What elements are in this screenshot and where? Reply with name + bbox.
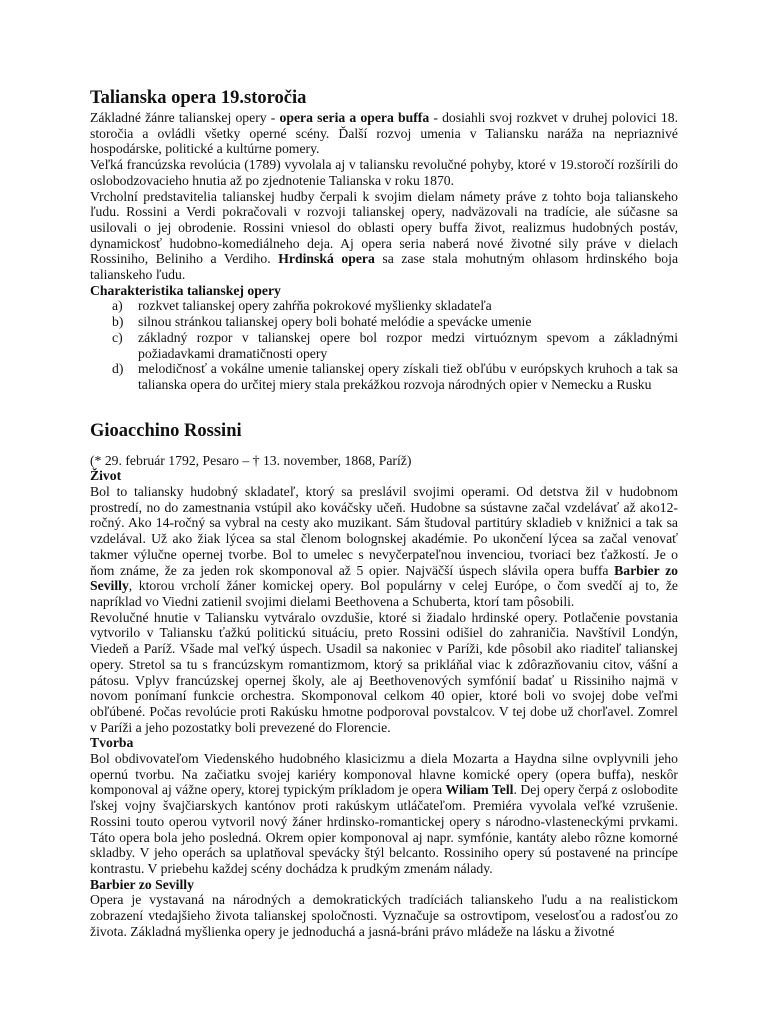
- text-span: , ktorou vrcholí žáner komickej opery. Bol populárny v celej Európe, o čom svedčí aj to, že napríklad vo Viedni zatienil svojimi dielami Beethovena a Schuberta, ktorí tam pôsobili.: [90, 578, 678, 609]
- bold-text: Barbier zo Sevilly: [90, 562, 678, 594]
- text-span: . Dej opery čerpá z oslobodite ľskej vojny švajčiarskych kantónov proti rakúskym utláčateľom. Premiéra vyvolala veľké vzrušenie. Rossini touto operou vytvoril nový žáner hrdinsko-romantickej opery s národno-vlasteneckými prvkami. Táto opera bola jeho posledná. Okrem opier komponoval aj napr. symfónie, kantáty alebo rôzne komorné skladby. V jeho operách sa uplatňoval spevácky štýl belcanto. Rossiniho opery sú postavené na princípe kontrastu. V priebehu každej scény dochádza k prudkým zmenám nálady.: [90, 782, 678, 876]
- list-marker: b): [112, 314, 124, 330]
- subheading-life: Život: [90, 468, 122, 484]
- document-page: [90, 82, 678, 939]
- bold-text: opera seria a opera buffa: [279, 110, 430, 125]
- paragraph-work: [90, 751, 678, 877]
- section-title: Talianska opera 19.storočia: [90, 88, 307, 108]
- list-marker: c): [112, 329, 123, 345]
- paragraph-opera-genres: [90, 110, 678, 157]
- life-dates: (* 29. február 1792, Pesaro – † 13. november, 1868, Paríž): [90, 452, 412, 468]
- list-item: [90, 330, 678, 361]
- bold-text: Wiliam Tell: [445, 782, 514, 798]
- list-item: [90, 314, 678, 330]
- list-item-text: rozkvet talianskej opery zahŕňa pokrokové myšlienky skladateľa: [138, 298, 492, 314]
- list-item-text: silnou stránkou talianskej opery boli bohaté melódie a spevácke umenie: [138, 314, 532, 330]
- list-item: [90, 298, 678, 314]
- paragraph-life-2: Revolučné hnutie v Taliansku vytváralo ovzdušie, ktoré si žiadalo hrdinské opery. Potlačenie povstania vytvorilo v Taliansku ťažkú politickú situáciu, preto Rossini odišiel do zahraničia. Navštívil Londýn, Viedeň a Paríž. Všade mal veľký úspech. Usadil sa nakoniec v Paríži, kde pôsobil ako riaditeľ talianskej opery. Stretol sa tu s francúzskym romantizmom, ktorý sa prikláňal viac k zdôrazňovaniu citov, vášní a pátosu. Vplyv francúzskej opernej školy, ale aj Beethovenových symfónií badať u Rissiniho najmä v novom ponímaní funkcie orchestra. Skomponoval celkom 40 opier, ktoré boli vo svojej dobe veľmi obľúbené. Počas revolúcie proti Rakúsku hmotne podporoval povstalcov. V tej dobe už chorľavel. Zomrel v Paríži a jeho pozostatky boli prevezené do Florencie.: [90, 609, 678, 735]
- characteristics-list: [90, 298, 678, 392]
- text-span: - dosiahli svoj rozkvet v druhej polovici 18. storočia a ovládli všetky operné scény. Ďalší rozvoj umenia v Taliansku naráža na nepriaznivé hospodárske, politické a kultúrne pomery.: [90, 110, 678, 157]
- spacer: [90, 442, 678, 453]
- text-span: Bol to taliansky hudobný skladateľ, ktorý sa preslávil svojimi operami. Od detstva žil v hudobnom prostredí, no do zamestnania vstúpil ako kováčsky učeň. Hudobne sa sústavne začal vzdelávať až ako12-ročný. Ako 14-ročný sa vybral na cesty ako muzikant. Sám študoval partitúry skladieb v knižnici a tak sa vzdelával. Už ako žiak lýcea sa stal členom bolognskej akadémie. Po ukončení lýcea sa začal venovať takmer výlučne opernej tvorbe. Bol to umelec s nevyčerpateľnou invenciou, tvoriaci bez ťažkostí. Je o ňom známe, že za jeden rok skomponoval až 5 opier. Najväčší úspech slávila opera buffa: [90, 484, 678, 578]
- subheading-barbier: Barbier zo Sevilly: [90, 876, 194, 892]
- subheading-characteristics: Charakteristika talianskej opery: [90, 282, 281, 298]
- paragraph-life-1: [90, 484, 678, 610]
- list-item-text: základný rozpor v talianskej opere bol rozpor medzi virtuóznym spevom a základnými požiadavkami dramatičnosti opery: [138, 329, 678, 361]
- text-span: Vrcholní predstavitelia talianskej hudby čerpali k svojim dielam námety práve z tohto boja talianskeho ľudu. Rossini a Verdi pokračovali v rozvoji talianskej opery, nadväzovali na tradície, ale súčasne sa usilovali o jej obrodenie. Rossini vniesol do oblasti opery buffa život, realizmus hudobných postáv, dynamickosť hudobno-komediálneho deja. Aj opera seria naberá nové životné sily práve v dielach Rossiniho, Beliniho a Verdiho.: [90, 188, 678, 267]
- text-span: sa zase stala mohutným ohlasom hrdinského boja talianskeho ľudu.: [90, 251, 679, 283]
- bold-text: Hrdinská opera: [278, 251, 375, 267]
- subheading-work: Tvorba: [90, 735, 134, 751]
- list-item-text: melodičnosť a vokálne umenie talianskej opery získali tiež obľúbu v európskych kruhoch a tak sa talianska opera do určitej miery stala prekážkou rozvoja národných opier v Nemecku a Rusku: [138, 361, 678, 392]
- section-title-rossini: Gioacchino Rossini: [90, 420, 242, 441]
- paragraph-representatives: [90, 189, 678, 283]
- text-span: Bol obdivovateľom Viedenského hudobného klasicizmu a diela Mozarta a Haydna silne ovplyvnili jeho opernú tvorbu. Na začiatku svojej kariéry komponoval hlavne komické opery (opera buffa), neskôr komponoval aj vážne opery, ktorej typickým príkladom je opera: [90, 751, 678, 798]
- text-span: Základné žánre talianskej opery -: [90, 110, 280, 125]
- list-item: [90, 361, 678, 392]
- paragraph-revolution: Veľká francúzska revolúcia (1789) vyvolala aj v taliansku revolučné pohyby, ktoré v 19.storočí rozšírili do oslobodzovacieho hnutia až po zjednotenie Talianska v roku 1870.: [90, 157, 678, 188]
- paragraph-barbier: Opera je vystavaná na národných a demokratických tradíciách talianskeho ľudu a na realistickom zobrazení vtedajšieho života talianskej spoločnosti. Vyznačuje sa ostrovtipom, veselosťou a radosťou zo života. Základná myšlienka opery je jednoduchá a jasná-bráni právo mládeže na lásku a životné: [90, 892, 678, 939]
- list-marker: a): [112, 298, 123, 314]
- list-marker: d): [112, 361, 124, 377]
- spacer: [90, 393, 678, 420]
